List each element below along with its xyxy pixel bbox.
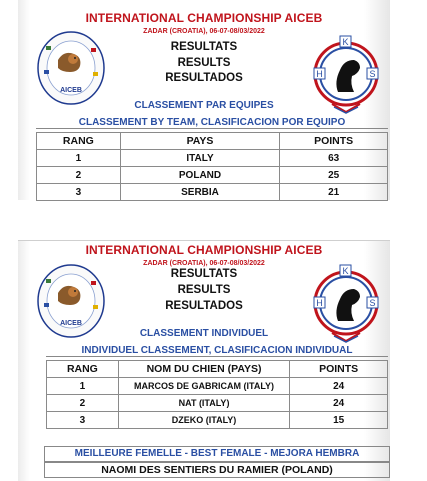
svg-text:S: S	[369, 69, 376, 79]
cell-country: SERBIA	[120, 184, 280, 201]
cell-rang: 3	[47, 412, 119, 429]
individual-results-table	[46, 360, 388, 429]
cell-points: 63	[280, 150, 388, 167]
cell-rang: 2	[47, 395, 119, 412]
classement-heading: CLASSEMENT INDIVIDUEL	[139, 328, 269, 339]
cell-rang: 3	[37, 184, 121, 201]
championship-title: INTERNATIONAL CHAMPIONSHIP AICEB	[85, 243, 323, 257]
results-en: RESULTS	[177, 57, 231, 69]
best-female-label: MEILLEURE FEMELLE - BEST FEMALE - MEJORA HEMBRA	[44, 446, 390, 462]
header-rang: RANG	[47, 361, 119, 378]
cell-points: 24	[290, 378, 388, 395]
cell-dog-name: NAT (ITALY)	[118, 395, 289, 412]
results-es: RESULTADOS	[165, 72, 243, 84]
event-place-date: ZADAR (CROATIA), 06-07-08/03/2022	[143, 28, 265, 35]
classement-subheading: INDIVIDUEL CLASSEMENT, CLASIFICACION INDIVIDUAL	[46, 345, 388, 357]
table-row	[47, 378, 388, 395]
cell-rang: 1	[47, 378, 119, 395]
team-results-card	[18, 0, 390, 200]
cell-rang: 2	[37, 167, 121, 184]
cell-points: 24	[290, 395, 388, 412]
results-en: RESULTS	[177, 284, 231, 296]
cell-points: 25	[280, 167, 388, 184]
svg-text:S: S	[369, 298, 376, 308]
cell-dog-name: MARCOS DE GABRICAM (ITALY)	[118, 378, 289, 395]
classement-subheading: CLASSEMENT BY TEAM, CLASIFICACION POR EQUIPO	[36, 117, 388, 129]
table-row	[37, 184, 388, 201]
aiceb-logo	[36, 30, 106, 108]
header-dog-name: NOM DU CHIEN (PAYS)	[118, 361, 289, 378]
table-row	[37, 167, 388, 184]
best-female-name: NAOMI DES SENTIERS DU RAMIER (POLAND)	[44, 462, 390, 478]
svg-text:H: H	[316, 298, 323, 308]
table-header-row	[47, 361, 388, 378]
cell-dog-name: DZEKO (ITALY)	[118, 412, 289, 429]
header-rang: RANG	[37, 133, 121, 150]
cell-country: POLAND	[120, 167, 280, 184]
table-row	[47, 395, 388, 412]
championship-title: INTERNATIONAL CHAMPIONSHIP AICEB	[85, 11, 323, 25]
team-results-table	[36, 132, 388, 201]
svg-text:AICEB: AICEB	[60, 87, 82, 94]
results-fr: RESULTATS	[170, 268, 238, 280]
table-row	[47, 412, 388, 429]
header-points: POINTS	[290, 361, 388, 378]
cell-points: 21	[280, 184, 388, 201]
results-fr: RESULTATS	[170, 41, 238, 53]
cell-country: ITALY	[120, 150, 280, 167]
classement-heading: CLASSEMENT PAR EQUIPES	[134, 100, 274, 111]
cell-points: 15	[290, 412, 388, 429]
header-points: POINTS	[280, 133, 388, 150]
svg-text:AICEB: AICEB	[60, 320, 82, 327]
header-pays: PAYS	[120, 133, 280, 150]
event-place-date: ZADAR (CROATIA), 06-07-08/03/2022	[143, 260, 265, 267]
svg-text:K: K	[342, 266, 349, 276]
results-es: RESULTADOS	[165, 300, 243, 312]
cell-rang: 1	[37, 150, 121, 167]
svg-text:K: K	[342, 37, 349, 47]
svg-text:H: H	[316, 69, 323, 79]
individual-results-card	[18, 240, 390, 481]
table-row	[37, 150, 388, 167]
table-header-row	[37, 133, 388, 150]
